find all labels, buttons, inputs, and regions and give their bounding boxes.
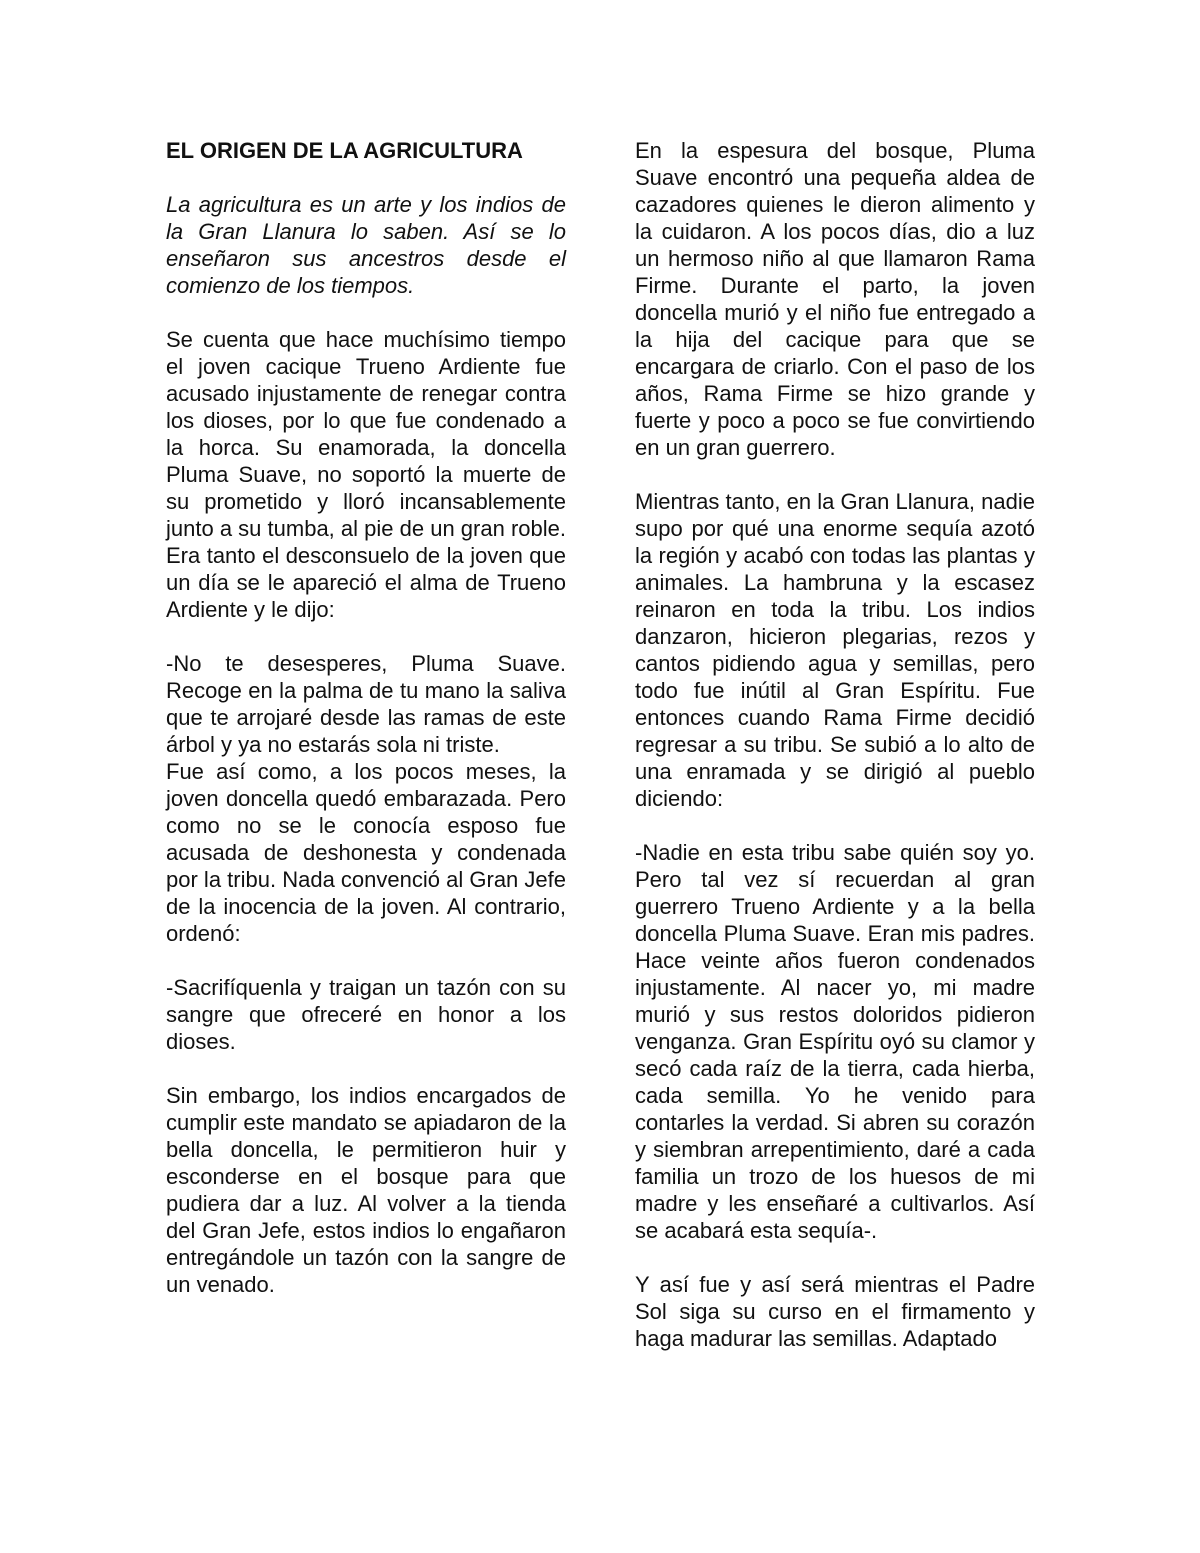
- document-title: EL ORIGEN DE LA AGRICULTURA: [166, 138, 523, 163]
- paragraph-sacrifiquenla: -Sacrifíquenla y traigan un tazón con su sangre que ofreceré en honor a los dioses.: [166, 975, 566, 1054]
- paragraph-mientras-tanto: Mientras tanto, en la Gran Llanura, nadie supo por qué una enorme sequía azotó la región y acabó con todas las plantas y animales. La hambruna y la escasez reinaron en toda la tribu. Los indios danzaron, hicieron plegarias, rezos y cantos pidiendo agua y semillas, pero todo fue inútil al Gran Espíritu. Fue entonces cuando Rama Firme decidió regresar a su tribu. Se subió a lo alto de una enramada y se dirigió al pueblo diciendo:: [635, 489, 1035, 811]
- paragraph-sin-embargo: Sin embargo, los indios encargados de cumplir este mandato se apiadaron de la bella doncella, le permitieron huir y esconderse en el bosque para que pudiera dar a luz. Al volver a la tienda del Gran Jefe, estos indios lo engañaron entregándole un tazón con la sangre de un venado.: [166, 1083, 566, 1297]
- paragraph-no-te-desesperes: -No te desesperes, Pluma Suave. Recoge en la palma de tu mano la saliva que te arrojaré desde las ramas de este árbol y ya no estarás sola ni triste.: [166, 651, 566, 757]
- paragraph-fue-asi-como: Fue así como, a los pocos meses, la joven doncella quedó embarazada. Pero como no se le conocía esposo fue acusada de deshonesta y condenada por la tribu. Nada convenció al Gran Jefe de la inocencia de la joven. Al contrario, ordenó:: [166, 759, 566, 946]
- paragraph-espesura-del-bosque: En la espesura del bosque, Pluma Suave encontró una pequeña aldea de cazadores quienes le dieron alimento y la cuidaron. A los pocos días, dio a luz un hermoso niño al que llamaron Rama Firme. Durante el parto, la joven doncella murió y el niño fue entregado a la hija del cacique para que se encargara de criarlo. Con el paso de los años, Rama Firme se hizo grande y fuerte y poco a poco se fue convirtiendo en un gran guerrero.: [635, 138, 1035, 460]
- paragraph-y-asi-fue: Y así fue y así será mientras el Padre Sol siga su curso en el firmamento y haga madurar las semillas. Adaptado: [635, 1272, 1035, 1351]
- left-column: [166, 137, 566, 1325]
- paragraph-nadie-en-esta-tribu: -Nadie en esta tribu sabe quién soy yo. Pero tal vez sí recuerdan al gran guerrero Trueno Ardiente y a la bella doncella Pluma Suave. Eran mis padres. Hace veinte años fueron condenados injustamente. Al nacer yo, mi madre murió y sus restos doloridos pidieron venganza. Gran Espíritu oyó su clamor y secó cada raíz de la tierra, cada hierba, cada semilla. Yo he venido para contarles la verdad. Si abren su corazón y siembran arrepentimiento, daré a cada familia un trozo de los huesos de mi madre y les enseñaré a cultivarlos. Así se acabará esta sequía-.: [635, 840, 1035, 1243]
- intro-paragraph: La agricultura es un arte y los indios de la Gran Llanura lo saben. Así se lo enseñaron sus ancestros desde el comienzo de los tiempos.: [166, 192, 566, 298]
- paragraph-trueno-ardiente: Se cuenta que hace muchísimo tiempo el joven cacique Trueno Ardiente fue acusado injustamente de renegar contra los dioses, por lo que fue condenado a la horca. Su enamorada, la doncella Pluma Suave, no soportó la muerte de su prometido y lloró incansablemente junto a su tumba, al pie de un gran roble. Era tanto el desconsuelo de la joven que un día se le apareció el alma de Trueno Ardiente y le dijo:: [166, 327, 566, 622]
- right-column: [635, 137, 1035, 1379]
